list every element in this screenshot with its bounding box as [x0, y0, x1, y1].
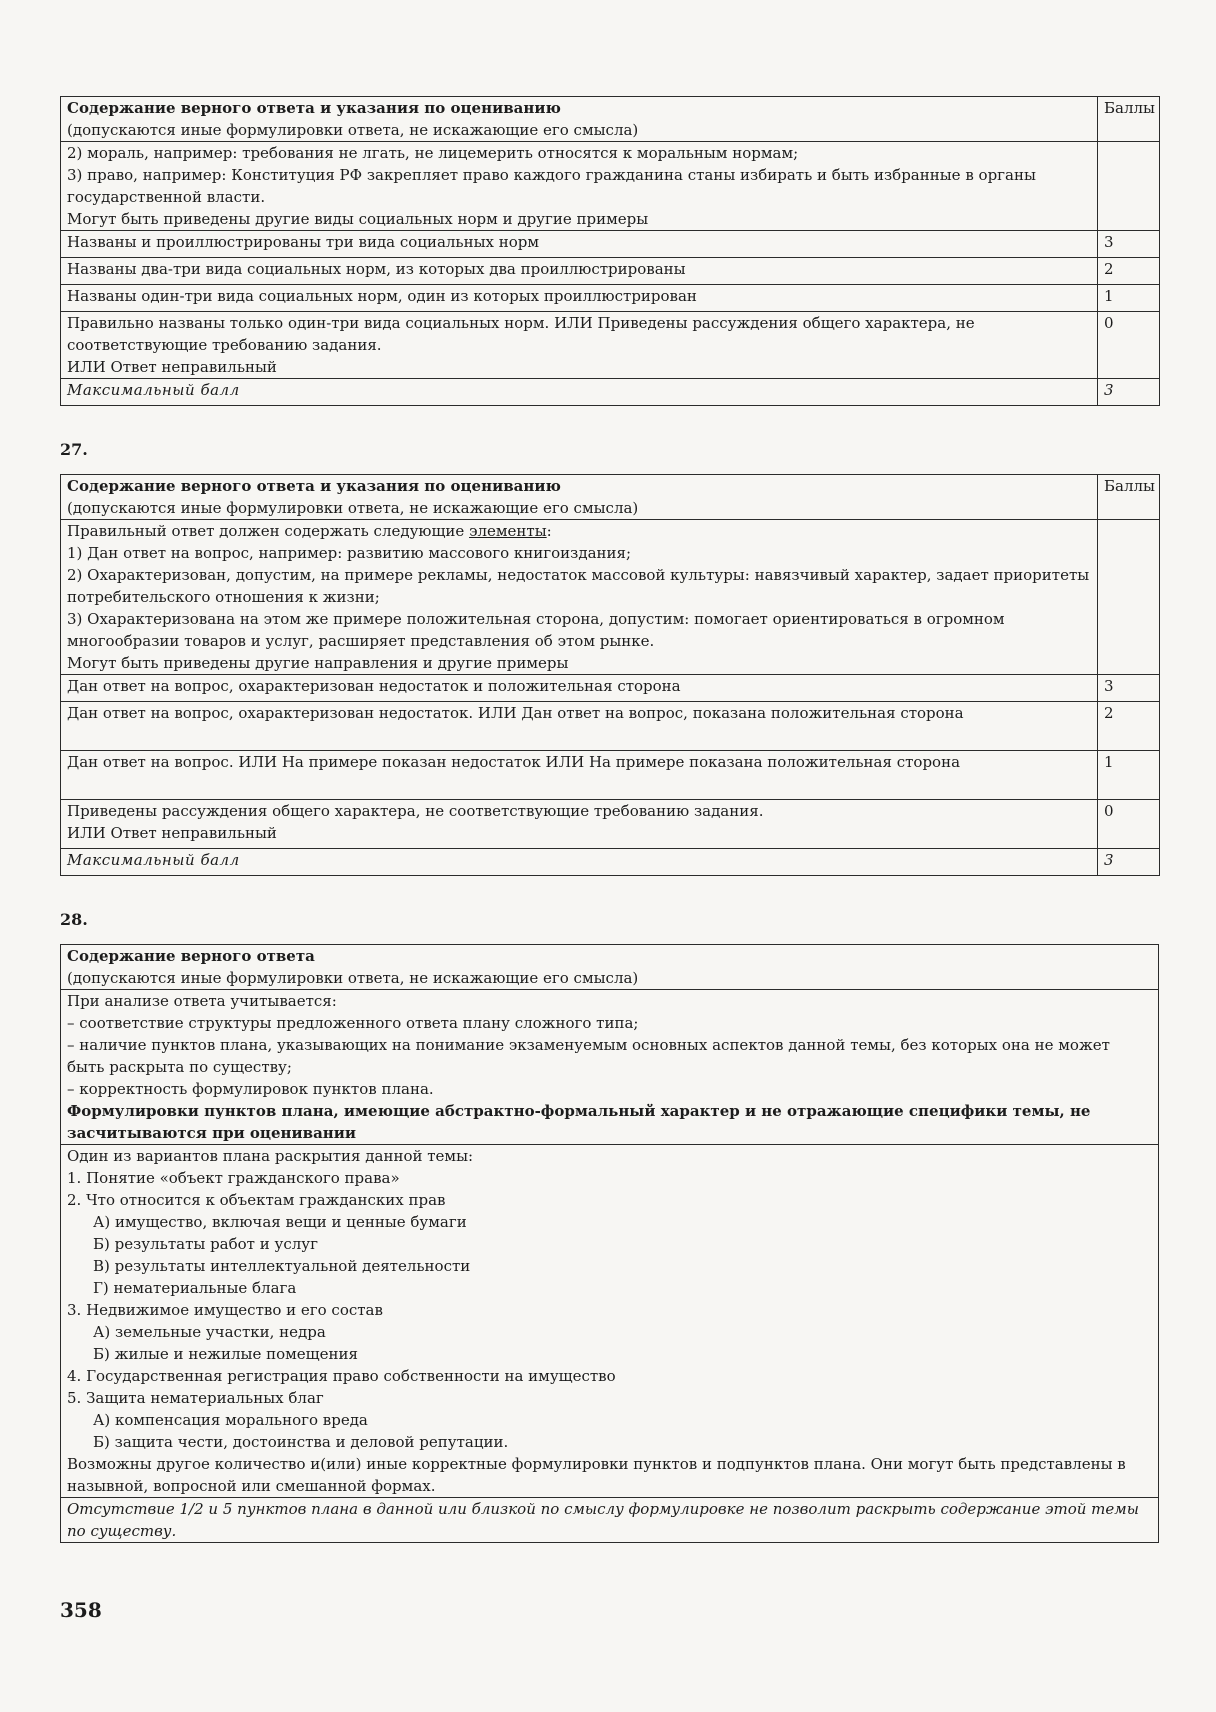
max-score-value: 3: [1098, 849, 1160, 876]
analysis-line: – корректность формулировок пунктов плана.: [67, 1080, 434, 1098]
header-title: Содержание верного ответа: [67, 947, 315, 965]
header-title: Содержание верного ответа и указания по оцениванию: [67, 99, 561, 117]
plan-item: 5. Защита нематериальных благ: [67, 1389, 324, 1407]
table-header-row: [61, 945, 1159, 990]
criterion-score: 2: [1098, 258, 1160, 285]
score-cell: [1098, 520, 1160, 675]
plan-subitem: Б) жилые и нежилые помещения: [93, 1345, 358, 1363]
table-row: [61, 312, 1160, 379]
content-line: 3) право, например: Конституция РФ закрепляет право каждого гражданина станы избирать и быть избранные в органы государственной власти.: [67, 166, 1036, 206]
criterion-score: 1: [1098, 751, 1160, 800]
header-title: Содержание верного ответа и указания по оцениванию: [67, 477, 561, 495]
criterion-text: Приведены рассуждения общего характера, не соответствующие требованию задания.: [67, 802, 764, 820]
plan-subitem: А) имущество, включая вещи и ценные бумаги: [93, 1213, 467, 1231]
criterion-score: 0: [1098, 312, 1160, 379]
score-cell: [1098, 142, 1160, 231]
question-number-27: 27.: [60, 440, 88, 459]
analysis-line: – наличие пунктов плана, указывающих на понимание экзаменуемым основных аспектов данной темы, без которых она не может быть раскрыта по существу;: [67, 1036, 1110, 1076]
intro-underlined: элементы: [469, 522, 547, 540]
criterion-text: Дан ответ на вопрос. ИЛИ На примере показан недостаток ИЛИ На примере показана положительная сторона: [61, 751, 1098, 800]
content-line: Могут быть приведены другие виды социальных норм и другие примеры: [67, 210, 649, 228]
header-score: Баллы: [1098, 475, 1160, 520]
criterion-text: ИЛИ Ответ неправильный: [67, 358, 277, 376]
criterion-score: 3: [1098, 231, 1160, 258]
plan-subitem: Б) результаты работ и услуг: [93, 1235, 318, 1253]
analysis-cell: [61, 990, 1159, 1145]
table-row: [61, 258, 1160, 285]
plan-cell: [61, 1145, 1159, 1498]
plan-item: 2. Что относится к объектам гражданских прав: [67, 1191, 446, 1209]
table-header-row: [61, 97, 1160, 142]
criterion-score: 2: [1098, 702, 1160, 751]
max-score-label: Максимальный балл: [61, 849, 1098, 876]
table-row: [61, 142, 1160, 231]
analysis-line: – соответствие структуры предложенного ответа плану сложного типа;: [67, 1014, 639, 1032]
criterion-text: Дан ответ на вопрос, охарактеризован недостаток и положительная сторона: [61, 675, 1098, 702]
plan-subitem: А) компенсация морального вреда: [93, 1411, 368, 1429]
intro-suffix: :: [546, 522, 552, 540]
question-number-28: 28.: [60, 910, 88, 929]
table-header-row: [61, 475, 1160, 520]
table-row: [61, 285, 1160, 312]
analysis-bold-note: Формулировки пунктов плана, имеющие абстрактно-формальный характер и не отражающие специфики темы, не засчитываются при оценивании: [67, 1102, 1091, 1142]
table-row: [61, 520, 1160, 675]
criterion-score: 0: [1098, 800, 1160, 849]
max-score-row: [61, 849, 1160, 876]
plan-subitem: А) земельные участки, недра: [93, 1323, 326, 1341]
criterion-score: 1: [1098, 285, 1160, 312]
criterion-text: ИЛИ Ответ неправильный: [67, 824, 277, 842]
table-row: [61, 702, 1160, 751]
criteria-table-28: [60, 944, 1159, 1543]
criterion-text: Правильно названы только один-три вида социальных норм. ИЛИ Приведены рассуждения общего характера, не соответствующие требованию задания.: [67, 314, 975, 354]
table-header-content: [61, 945, 1159, 990]
content-cell: [61, 520, 1098, 675]
content-line: 2) мораль, например: требования не лгать, не лицемерить относятся к моральным нормам;: [67, 144, 799, 162]
table-row: [61, 231, 1160, 258]
criteria-table-27: [60, 474, 1160, 876]
plan-note: Возможны другое количество и(или) иные корректные формулировки пунктов и подпунктов плана. Они могут быть представлены в назывной, вопросной или смешанной формах.: [67, 1455, 1126, 1495]
analysis-line: При анализе ответа учитывается:: [67, 992, 337, 1010]
header-subtitle: (допускаются иные формулировки ответа, не искажающие его смысла): [67, 121, 639, 139]
table-row: [61, 751, 1160, 800]
criteria-table-26: [60, 96, 1160, 406]
max-score-label: Максимальный балл: [61, 379, 1098, 406]
plan-intro: Один из вариантов плана раскрытия данной темы:: [67, 1147, 474, 1165]
plan-item: 4. Государственная регистрация право собственности на имущество: [67, 1367, 616, 1385]
footer-note: Отсутствие 1/2 и 5 пунктов плана в данной или близкой по смыслу формулировке не позволит раскрыть содержание этой темы по существу.: [61, 1498, 1159, 1543]
criterion-text: Названы и проиллюстрированы три вида социальных норм: [61, 231, 1098, 258]
plan-item: 1. Понятие «объект гражданского права»: [67, 1169, 400, 1187]
content-line: 2) Охарактеризован, допустим, на примере рекламы, недостаток массовой культуры: навязчивый характер, задает приоритеты потребительского отношения к жизни;: [67, 566, 1090, 606]
table-row: [61, 1498, 1159, 1543]
header-subtitle: (допускаются иные формулировки ответа, не искажающие его смысла): [67, 969, 639, 987]
page-number: 358: [60, 1598, 102, 1622]
table-row: [61, 800, 1160, 849]
table-header-content: [61, 475, 1098, 520]
criterion-text-cell: [61, 800, 1098, 849]
table-row: [61, 1145, 1159, 1498]
max-score-row: [61, 379, 1160, 406]
content-line: Могут быть приведены другие направления и другие примеры: [67, 654, 569, 672]
intro-prefix: Правильный ответ должен содержать следующие: [67, 522, 470, 540]
plan-subitem: В) результаты интеллектуальной деятельности: [93, 1257, 471, 1275]
table-header-content: [61, 97, 1098, 142]
plan-item: 3. Недвижимое имущество и его состав: [67, 1301, 383, 1319]
content-intro: [67, 520, 1091, 542]
header-subtitle: (допускаются иные формулировки ответа, не искажающие его смысла): [67, 499, 639, 517]
header-score: Баллы: [1098, 97, 1160, 142]
table-row: [61, 990, 1159, 1145]
max-score-value: 3: [1098, 379, 1160, 406]
plan-subitem: Г) нематериальные блага: [93, 1279, 297, 1297]
content-cell: [61, 142, 1098, 231]
criterion-text: Дан ответ на вопрос, охарактеризован недостаток. ИЛИ Дан ответ на вопрос, показана положительная сторона: [61, 702, 1098, 751]
table-row: [61, 675, 1160, 702]
criterion-score: 3: [1098, 675, 1160, 702]
criterion-text: Названы один-три вида социальных норм, один из которых проиллюстрирован: [61, 285, 1098, 312]
criterion-text: Названы два-три вида социальных норм, из которых два проиллюстрированы: [61, 258, 1098, 285]
plan-subitem: Б) защита чести, достоинства и деловой репутации.: [93, 1433, 509, 1451]
content-line: 1) Дан ответ на вопрос, например: развитию массового книгоиздания;: [67, 544, 632, 562]
criterion-text-cell: [61, 312, 1098, 379]
content-line: 3) Охарактеризована на этом же примере положительная сторона, допустим: помогает ориентироваться в огромном многообразии товаров и услуг, расширяет представления об этом рынке.: [67, 610, 1005, 650]
